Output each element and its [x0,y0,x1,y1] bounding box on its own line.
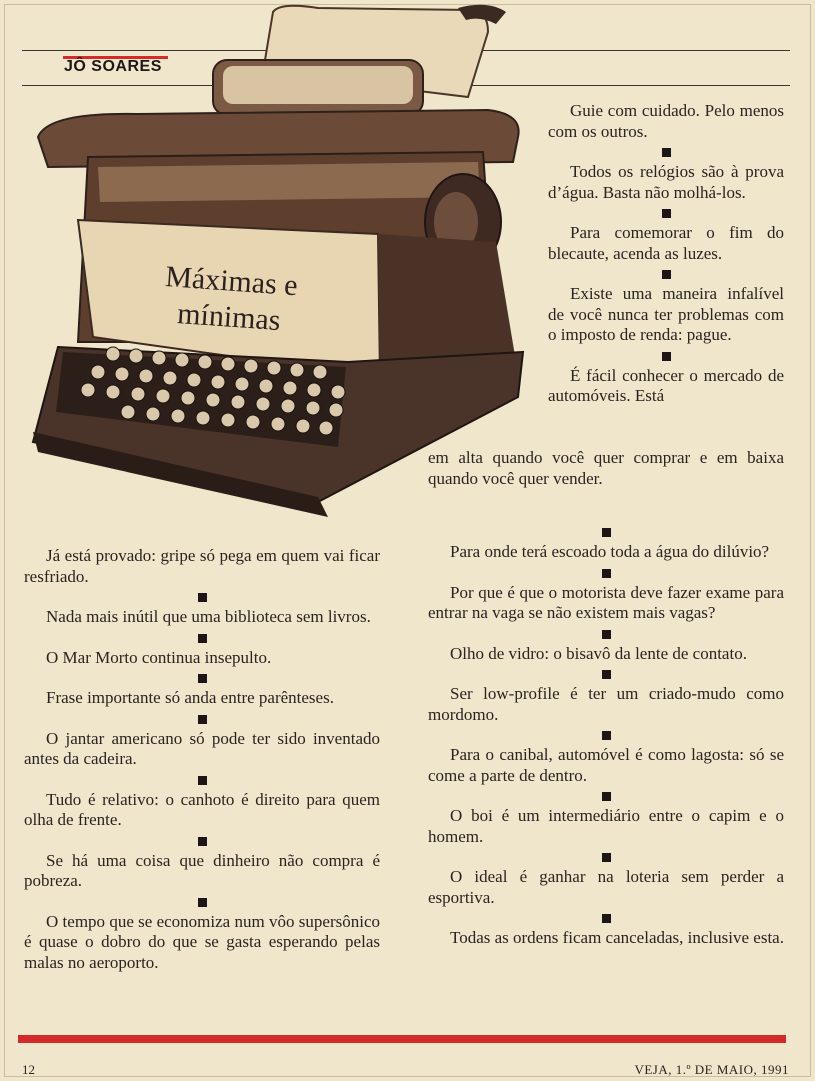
article-title-line-2: mínimas [176,297,282,338]
maxim-item [24,790,380,831]
maxim-text: Todos os relógios são à prova d’água. Basta não molhá-los. [548,162,784,202]
separator-square [602,853,611,862]
separator-square [198,898,207,907]
maxim-item [548,366,784,407]
maxim-text: É fácil conhecer o mercado de automóveis. Está [548,365,784,405]
maxim-item [548,101,784,142]
separator-square [198,674,207,683]
maxim-text: Guie com cuidado. Pelo menos com os outros. [548,101,784,141]
maxim-item [548,162,784,203]
maxim-item [548,284,784,346]
separator-square [198,634,207,643]
maxim-item [24,912,380,974]
separator-square [198,776,207,785]
maxim-text: Para o canibal, automóvel é como lagosta: só se come a parte de dentro. [428,745,784,785]
maxim-text: Olho de vidro: o bisavô da lente de contato. [450,643,747,663]
maxim-text: Para onde terá escoado toda a água do dilúvio? [450,542,770,561]
maxim-text: Para comemorar o fim do blecaute, acenda as luzes. [548,223,784,263]
footer-accent-bar [18,1035,786,1043]
separator-square [602,528,611,537]
separator-square [602,792,611,801]
page-number: 12 [22,1062,35,1077]
separator-square [662,209,671,218]
maxim-item [428,644,784,665]
separator-square [602,914,611,923]
right-column-bottom [428,528,784,949]
maxim-text: Existe uma maneira infalível de você nunca ter problemas com o imposto de renda: pague. [548,284,784,344]
maxim-item [548,223,784,264]
maxim-item [24,546,380,587]
maxim-item [428,684,784,725]
separator-square [662,352,671,361]
maxim-text: Tudo é relativo: o canhoto é direito para quem olha de frente. [24,789,380,829]
maxim-text: Ser low-profile é ter um criado-mudo como mordomo. [428,684,784,724]
maxim-text: Se há uma coisa que dinheiro não compra é pobreza. [24,850,380,890]
left-column [24,546,380,973]
maxim-item [428,583,784,624]
issue-date: VEJA, 1.º DE MAIO, 1991 [634,1062,789,1077]
maxim-text: Já está provado: gripe só pega em quem vai ficar resfriado. [24,546,380,586]
maxim-text: Todas as ordens ficam canceladas, inclusive esta. [450,928,784,947]
separator-square [198,715,207,724]
maxim-text: Nada mais inútil que uma biblioteca sem livros. [46,607,371,626]
maxim-text: Por que é que o motorista deve fazer exame para entrar na vaga se não existem mais vagas? [428,582,784,622]
maxim-item [24,851,380,892]
maxim-item [24,688,380,709]
separator-square [602,670,611,679]
separator-square [662,270,671,279]
maxim-text: O ideal é ganhar na loteria sem perder a esportiva. [428,867,784,907]
maxim-item [428,806,784,847]
typewriter-illustration [18,2,528,522]
maxim-text: O boi é um intermediário entre o capim e o homem. [428,806,784,846]
separator-square [662,148,671,157]
maxim-item [428,542,784,563]
maxim-item [428,928,784,949]
maxim-text: O tempo que se economiza num vôo supersônico é quase o dobro do que se gasta esperando pelas malas no aeroporto. [24,911,380,972]
maxim-text-continuation: em alta quando você quer comprar e em baixa quando você quer vender. [428,448,784,488]
maxim-item [24,729,380,770]
maxim-item [24,648,380,669]
maxim-text: O jantar americano só pode ter sido inventado antes da cadeira. [24,728,380,768]
maxim-item [428,867,784,908]
separator-square [602,731,611,740]
maxim-item [428,745,784,786]
separator-square [198,837,207,846]
maxim-text: O Mar Morto continua insepulto. [46,647,272,667]
maxim-text: Frase importante só anda entre parênteses. [46,688,334,707]
separator-square [602,630,611,639]
article-title-line-1: Máximas e [164,260,299,303]
separator-square [198,593,207,602]
maxim-item [24,607,380,628]
right-column-top [548,101,784,407]
column-tag: JÔ SOARES [64,58,162,75]
separator-square [602,569,611,578]
